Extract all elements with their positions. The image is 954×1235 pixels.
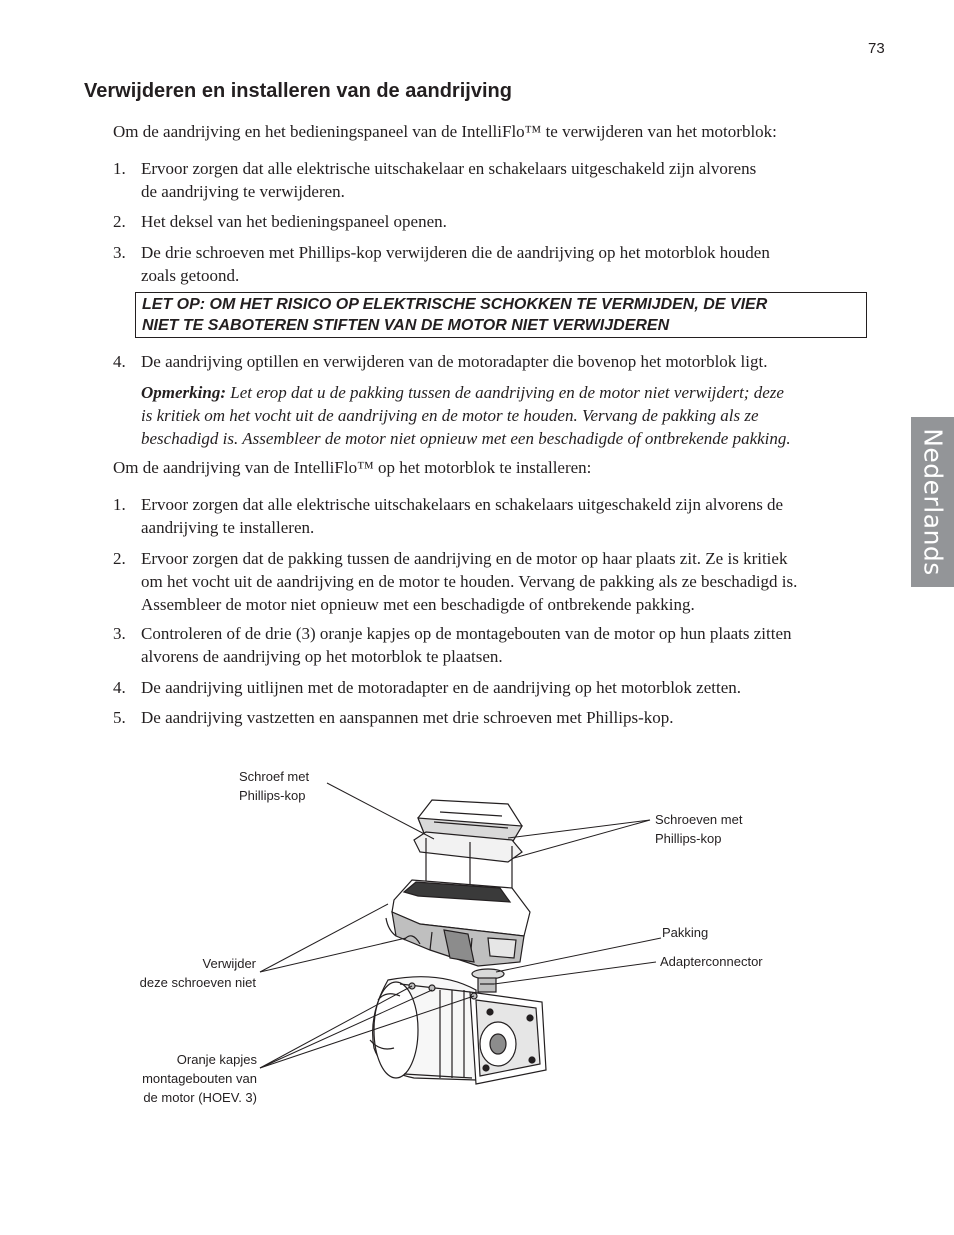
label-line: de motor (HOEV. 3) [143,1090,257,1105]
label-adapter-connector: Adapterconnector [660,954,763,969]
step-text [141,493,783,539]
label-line: Oranje kapjes [176,1052,257,1067]
step-text [141,676,741,699]
label-orange-caps [100,1050,257,1107]
step-number: 5. [113,708,126,727]
step-line: de aandrijving te verwijderen. [141,182,345,201]
step-line: Ervoor zorgen dat de pakking tussen de aandrijving en de motor op haar plaats zit. Ze is kritiek [141,549,788,568]
step-text [141,241,770,287]
step-line: om het vocht uit de aandrijving en de motor te houden. Vervang de pakking als ze beschadigd is. [141,572,798,591]
step-line: De aandrijving vastzetten en aanspannen met drie schroeven met Phillips-kop. [141,708,674,727]
label-gasket: Pakking [662,925,709,940]
step-line: aandrijving te installeren. [141,518,315,537]
step-line: zoals getoond. [141,266,240,285]
label-line: Schroeven met [655,812,743,827]
step-text: De aandrijving optillen en verwijderen van de motoradapter die bovenop het motorblok ligt. [141,352,768,371]
label-line: Schroef met [239,769,310,784]
note-line: beschadigd is. Assembleer de motor niet opnieuw met een beschadigde of ontbrekende pakking. [141,429,791,448]
step-line: Ervoor zorgen dat alle elektrische uitschakelaars en schakelaars uitgeschakeld zijn alvorens de [141,495,784,514]
caution-box [135,292,867,338]
label-do-not-remove [100,954,256,992]
step-number: 3. [113,243,126,262]
label-screws-multi [655,810,742,848]
step-text [141,210,447,233]
step-number: 3. [113,624,126,643]
note [141,381,791,450]
drive-body-illustration [386,880,530,966]
label-screw-single [239,767,309,805]
step-line: De drie schroeven met Phillips-kop verwijderen die de aandrijving op het motorblok houden [141,243,770,262]
note-line: is kritiek om het vocht uit de aandrijving en de motor te houden. Vervang de pakking als ze [141,406,759,425]
label-line: deze schroeven niet [139,975,256,990]
step-number: 1. [113,495,126,514]
caution-line: LET OP: OM HET RISICO OP ELEKTRISCHE SCHOKKEN TE VERMIJDEN, DE VIER [142,296,768,313]
step-line: Ervoor zorgen dat alle elektrische uitschakelaar en schakelaars uitgeschakeld zijn alvorens [141,159,757,178]
step-text [141,706,674,729]
motor-block-illustration [370,977,546,1084]
step-number: 2. [113,549,126,568]
page-number: 73 [868,40,885,57]
label-line: Phillips-kop [239,788,306,803]
step-number: 1. [113,159,126,178]
step-number: 2. [113,212,126,231]
note-line: Let erop dat u de pakking tussen de aandrijving en de motor niet verwijdert; deze [226,383,784,402]
label-line: montagebouten van [142,1071,257,1086]
gasket-and-adapter-illustration [472,969,504,992]
intro-install: Om de aandrijving van de IntelliFlo™ op het motorblok te installeren: [113,458,592,477]
step-text [141,622,792,668]
step-text [141,157,756,203]
step-line: Controleren of de drie (3) oranje kapjes op de montagebouten van de motor op hun plaats zitten [141,624,792,643]
leader-lines [260,783,661,1068]
step-line: Het deksel van het bedieningspaneel openen. [141,212,447,231]
step-number: 4. [113,352,126,371]
step-line: Assembleer de motor niet opnieuw met een beschadigde of ontbrekende pakking. [141,595,695,614]
drive-cover-illustration [414,800,522,890]
section-heading: Verwijderen en installeren van de aandrijving [84,80,512,102]
label-line: Verwijder [202,956,256,971]
label-line: Phillips-kop [655,831,722,846]
step-text [141,547,797,616]
note-label: Opmerking: [141,383,226,402]
language-side-tab-label: Nederlands [918,428,947,576]
step-number: 4. [113,678,126,697]
caution-line: NIET TE SABOTEREN STIFTEN VAN DE MOTOR NIET VERWIJDEREN [142,317,670,334]
step-line: De aandrijving uitlijnen met de motoradapter en de aandrijving op het motorblok zetten. [141,678,742,697]
step-line: alvorens de aandrijving op het motorblok te plaatsen. [141,647,503,666]
language-side-tab [911,417,954,587]
intro-remove: Om de aandrijving en het bedieningspaneel van de IntelliFlo™ te verwijderen van het motorblok: [113,122,777,141]
